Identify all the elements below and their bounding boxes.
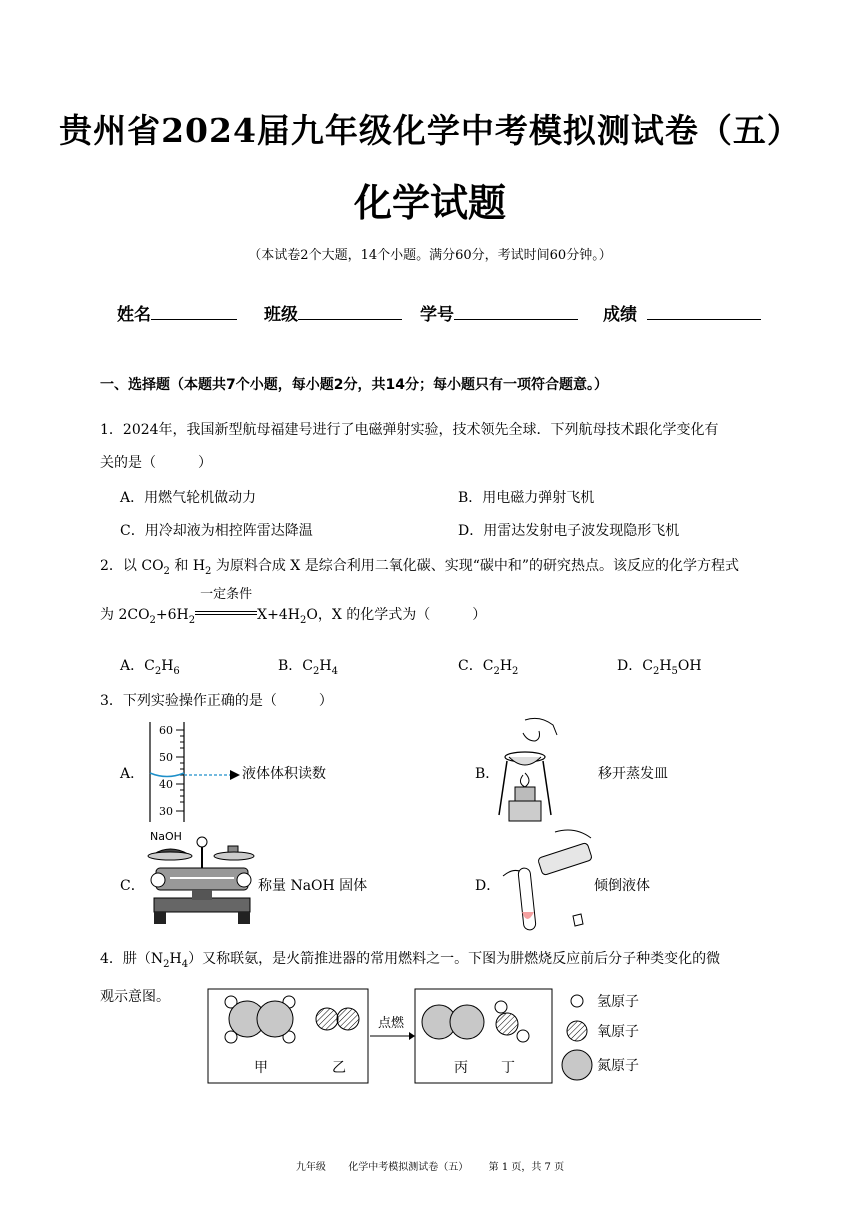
pouring-liquid-figure — [495, 822, 595, 934]
eye-icon — [230, 770, 240, 780]
legend-oxygen-icon — [567, 1021, 587, 1041]
footer-grade: 九年级 — [295, 1162, 326, 1173]
exam-subtitle: 化学试题 — [353, 181, 506, 225]
q2-option-b[interactable]: B．$C_2H_4$ — [278, 658, 338, 677]
arrow-condition: 点燃 — [377, 1016, 405, 1031]
cylinder-tick-50: 50 — [159, 751, 173, 764]
name-field[interactable] — [117, 300, 237, 325]
q3-option-d-letter[interactable]: D． — [475, 878, 501, 894]
legend-hydrogen-icon — [571, 995, 583, 1007]
score-field[interactable] — [603, 300, 761, 325]
footer-exam: 化学中考模拟测试卷（五） — [348, 1162, 469, 1173]
reagent-bottle-icon — [537, 842, 592, 875]
molecule-diagram — [205, 986, 665, 1086]
hand-icon — [555, 830, 591, 838]
legend-hydrogen: 氢原子 — [597, 994, 639, 1010]
balance-figure — [140, 828, 260, 932]
label-jia: 甲 — [254, 1060, 268, 1076]
name-blank — [151, 303, 237, 320]
number-field[interactable] — [420, 300, 578, 325]
label-bing: 丙 — [454, 1060, 468, 1076]
cylinder-figure — [140, 718, 250, 822]
cylinder-tick-60: 60 — [159, 724, 173, 737]
q3-stem: 3．下列实验操作正确的是（ ） — [100, 693, 333, 709]
q3-option-b-label: 移开蒸发皿 — [598, 766, 668, 782]
name-label: 姓名 — [117, 305, 151, 325]
q1-line2: 关的是（ ） — [100, 455, 212, 471]
reaction-condition: 一定条件 — [200, 587, 253, 602]
cylinder-tick-40: 40 — [159, 778, 173, 791]
q3-option-d-label: 倾倒液体 — [594, 878, 650, 894]
q3-option-c-label: 称量 NaOH 固体 — [258, 878, 368, 894]
legend-nitrogen: 氮原子 — [597, 1058, 639, 1074]
q2-option-a[interactable]: A．$C_2H_6$ — [120, 658, 180, 677]
cylinder-tick-30: 30 — [159, 805, 173, 818]
number-label: 学号 — [420, 305, 454, 325]
legend-oxygen: 氧原子 — [597, 1024, 639, 1040]
q4-line2: 观示意图。 — [100, 989, 170, 1005]
label-ding: 丁 — [501, 1060, 515, 1076]
q2-option-c[interactable]: C．$C_2H_2$ — [458, 658, 519, 677]
q2-option-d[interactable]: D．$C_2H_5OH$ — [617, 658, 702, 677]
q2-equation: 为 $2CO_2+6H_2$ 一定条件 $X+4H_2O$，X 的化学式为（ ） — [100, 604, 486, 626]
score-label: 成绩 — [603, 305, 637, 325]
q1-option-b[interactable]: B．用电磁力弹射飞机 — [458, 490, 595, 506]
number-blank — [454, 303, 578, 320]
q3-option-a-label: 液体体积读数 — [242, 766, 326, 782]
label-yi: 乙 — [332, 1060, 346, 1076]
page-footer — [0, 1158, 860, 1173]
class-blank — [298, 303, 402, 320]
class-label: 班级 — [264, 305, 298, 325]
test-tube-icon — [518, 868, 536, 931]
alcohol-lamp-icon — [515, 787, 535, 801]
hand-icon — [523, 731, 540, 741]
legend-nitrogen-icon — [562, 1050, 592, 1080]
exam-title: 贵州省2024届九年级化学中考模拟测试卷（五） — [59, 111, 801, 150]
q1-option-d[interactable]: D．用雷达发射电子波发现隐形飞机 — [458, 523, 680, 539]
balance-naoh-tag: NaOH — [150, 830, 182, 843]
class-field[interactable] — [264, 300, 402, 325]
score-blank — [647, 303, 761, 320]
q3-option-b-letter[interactable]: B． — [475, 766, 500, 782]
section-1-heading: 一、选择题（本题共7个小题，每小题2分，共14分；每小题只有一项符合题意。） — [100, 377, 608, 393]
flame-icon — [520, 773, 529, 787]
q1-option-c[interactable]: C．用冷却液为相控阵雷达降温 — [120, 523, 313, 539]
q2-line1: 2．以 $CO_2$ 和 $H_2$ 为原料合成 X 是综合利用二氧化碳、实现“碳中和”的研究热点。该反应的化学方程式 — [100, 558, 740, 577]
q1-option-a[interactable]: A．用燃气轮机做动力 — [120, 490, 257, 506]
q3-option-c-letter[interactable]: C． — [120, 878, 145, 894]
exam-note: （本试卷2个大题，14个小题。满分60分，考试时间60分钟。） — [248, 248, 612, 263]
reaction-condition-arrow — [195, 587, 257, 619]
q4-line1: 4．肼$(N_2H_4)$又称联氨，是火箭推进器的常用燃料之一。下图为肼燃烧反应前后分子种类变化的微 — [100, 951, 721, 970]
q1-line1: 1．2024年，我国新型航母福建号进行了电磁弹射实验，技术领先全球．下列航母技术跟化学变化有 — [100, 422, 719, 438]
evaporating-dish-figure — [495, 715, 575, 825]
bottle-stopper-icon — [573, 914, 583, 926]
q3-option-a-letter[interactable]: A． — [120, 766, 145, 782]
footer-page: 第 1 页，共 7 页 — [488, 1162, 565, 1173]
